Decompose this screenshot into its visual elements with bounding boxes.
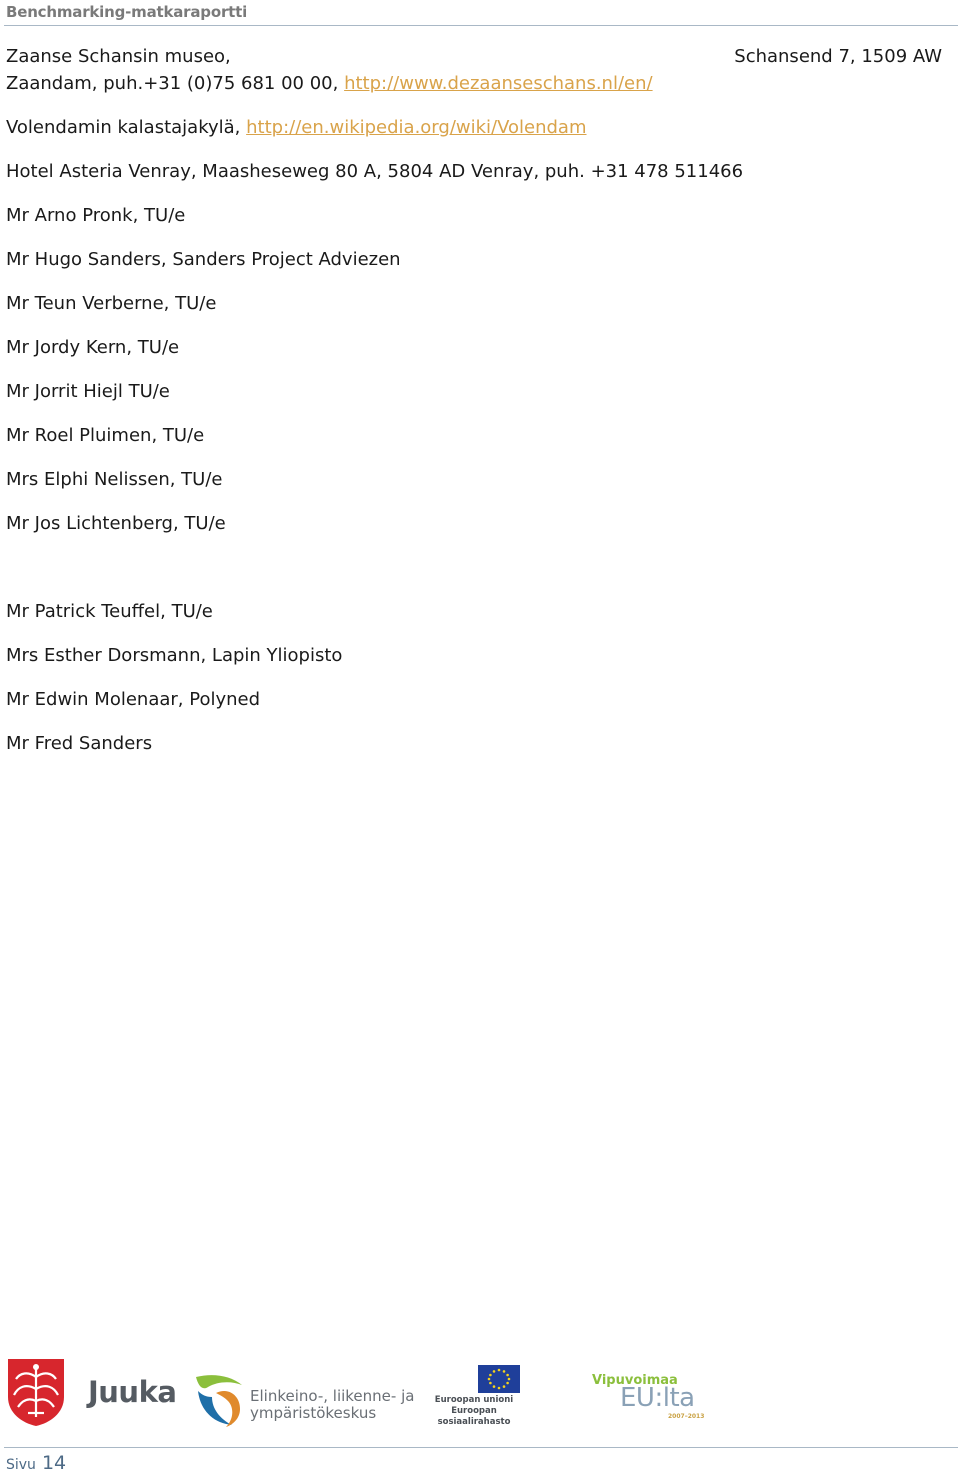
juuka-coat-of-arms-icon xyxy=(6,1357,66,1427)
person-entry: Mr Arno Pronk, TU/e xyxy=(6,205,186,226)
person-entry: Mr Teun Verberne, TU/e xyxy=(6,293,217,314)
eu-wordmark xyxy=(426,1395,522,1428)
person-entry: Mr Jorrit Hiejl TU/e xyxy=(6,381,170,402)
person-entry: Mr Patrick Teuffel, TU/e xyxy=(6,601,213,622)
page-number: 14 xyxy=(41,1452,67,1474)
page-footer xyxy=(6,1452,66,1474)
volendam-wikipedia-link[interactable]: http://en.wikipedia.org/wiki/Volendam xyxy=(246,117,587,138)
museum-address-right: Schansend 7, 1509 AW xyxy=(734,46,942,67)
volendam-line xyxy=(6,117,587,139)
person-entry: Mr Roel Pluimen, TU/e xyxy=(6,425,205,446)
person-entry: Mrs Elphi Nelissen, TU/e xyxy=(6,469,223,490)
museum-line-1: Zaanse Schansin museo, xyxy=(6,46,231,67)
person-entry: Mr Hugo Sanders, Sanders Project Adviezen xyxy=(6,249,401,270)
vipuvoimaa-years: 2007–2013 xyxy=(668,1413,705,1420)
eu-text-line-1: Euroopan unioni xyxy=(434,1395,514,1405)
page-label: Sivu xyxy=(6,1457,36,1473)
sponsor-logos xyxy=(0,1355,960,1435)
vipuvoimaa-title: Vipuvoimaa xyxy=(592,1373,678,1388)
person-entry: Mrs Esther Dorsmann, Lapin Yliopisto xyxy=(6,645,343,666)
ely-centre-logo-icon xyxy=(192,1371,246,1429)
person-entry: Mr Jos Lichtenberg, TU/e xyxy=(6,513,226,534)
document-header-title: Benchmarking-matkaraportti xyxy=(6,3,248,21)
eu-text-line-2: Euroopan sosiaalirahasto xyxy=(437,1406,511,1427)
header-divider xyxy=(4,25,958,26)
ely-wordmark xyxy=(250,1388,414,1422)
ely-text-line-2: ympäristökeskus xyxy=(250,1404,377,1422)
museum-website-link[interactable]: http://www.dezaanseschans.nl/en/ xyxy=(344,73,653,94)
person-entry: Mr Jordy Kern, TU/e xyxy=(6,337,180,358)
museum-line-2 xyxy=(6,73,653,95)
vipuvoimaa-eu-wordmark: EU:lta xyxy=(620,1383,695,1413)
ely-text-line-1: Elinkeino-, liikenne- ja xyxy=(250,1387,415,1405)
juuka-wordmark: Juuka xyxy=(88,1375,177,1409)
footer-divider xyxy=(4,1447,958,1448)
museum-phone-text: Zaandam, puh.+31 (0)75 681 00 00, xyxy=(6,73,339,94)
person-entry: Mr Fred Sanders xyxy=(6,733,153,754)
hotel-line: Hotel Asteria Venray, Maasheseweg 80 A, 5804 AD Venray, puh. +31 478 511466 xyxy=(6,161,744,182)
eu-flag-icon xyxy=(478,1365,520,1393)
person-entry: Mr Edwin Molenaar, Polyned xyxy=(6,689,261,710)
volendam-text: Volendamin kalastajakylä, xyxy=(6,117,241,138)
